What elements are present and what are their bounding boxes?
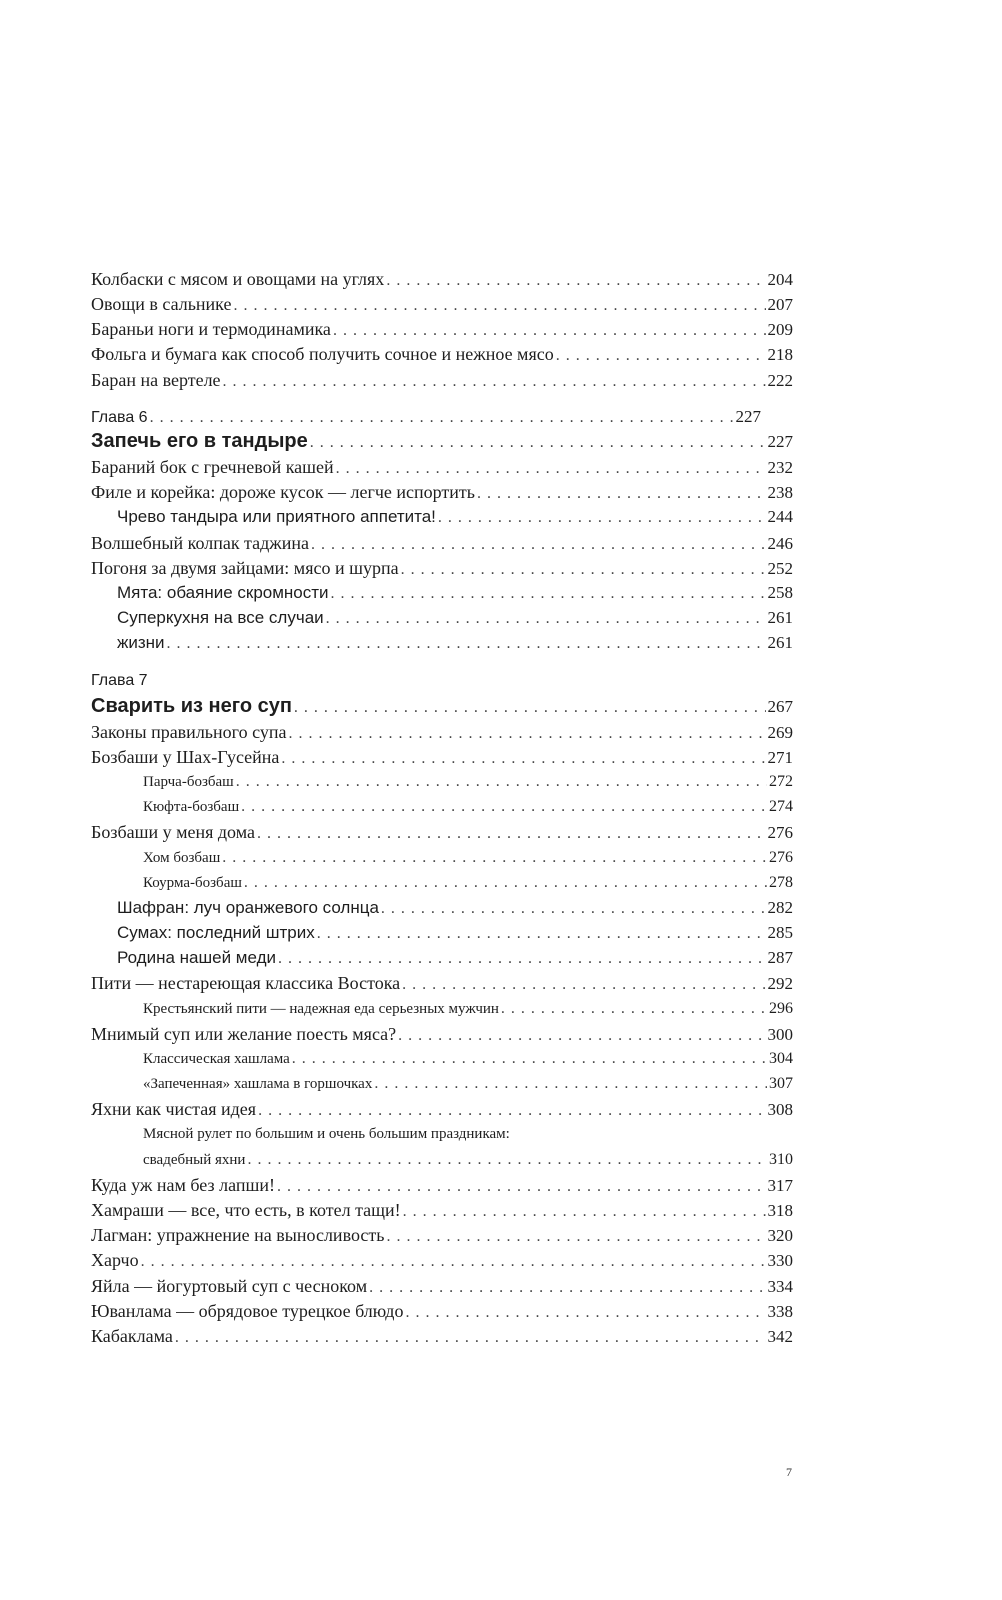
toc-entry[interactable] bbox=[91, 1173, 793, 1197]
dot-leader bbox=[311, 533, 766, 557]
dot-leader bbox=[175, 1326, 766, 1350]
toc-entry-title: Овощи в сальнике bbox=[91, 294, 232, 314]
toc-entry-page: 307 bbox=[769, 1075, 793, 1092]
toc-entry-page: 308 bbox=[767, 1100, 793, 1119]
toc-entry[interactable] bbox=[91, 531, 793, 555]
toc-entry-page: 244 bbox=[767, 507, 793, 526]
toc-entry-title: Филе и корейка: дороже кусок — легче испортить bbox=[91, 482, 475, 502]
chapter-6-label[interactable] bbox=[91, 405, 761, 429]
toc-subentry[interactable] bbox=[91, 631, 793, 655]
toc-entry-title: жизни bbox=[117, 633, 165, 652]
dot-leader bbox=[438, 506, 766, 530]
toc-entry-title: Фольга и бумага как способ получить сочное и нежное мясо bbox=[91, 344, 554, 364]
toc-entry[interactable] bbox=[91, 368, 793, 392]
toc-entry[interactable] bbox=[91, 1248, 793, 1272]
toc-entry[interactable] bbox=[91, 480, 793, 504]
page-number: 7 bbox=[786, 1465, 792, 1479]
toc-entry-title: Хамраши — все, что есть, в котел тащи! bbox=[91, 1200, 401, 1220]
chapter-title-page: 227 bbox=[767, 432, 793, 451]
dot-leader bbox=[336, 457, 766, 481]
toc-entry-title: Бараний бок с гречневой кашей bbox=[91, 457, 334, 477]
toc-entry-title: «Запеченная» хашлама в горшочках bbox=[143, 1076, 373, 1092]
toc-entry-page: 318 bbox=[767, 1201, 793, 1220]
toc-entry-page: 261 bbox=[767, 633, 793, 652]
toc-entry-page: 292 bbox=[767, 974, 793, 993]
chapter-6-title[interactable] bbox=[91, 429, 793, 453]
toc-subentry[interactable] bbox=[91, 770, 793, 794]
toc-entry-title: Бозбаши у Шах-Гусейна bbox=[91, 747, 280, 767]
toc-subentry[interactable] bbox=[91, 795, 793, 819]
toc-entry-page: 209 bbox=[767, 320, 793, 339]
dot-leader bbox=[223, 370, 766, 394]
dot-leader bbox=[477, 482, 766, 506]
dot-leader bbox=[222, 846, 767, 870]
toc-entry-page: 204 bbox=[767, 270, 793, 289]
toc-subentry[interactable] bbox=[91, 505, 793, 529]
toc-subentry[interactable] bbox=[91, 1047, 793, 1071]
toc-entry-title: Куда уж нам без лапши! bbox=[91, 1175, 275, 1195]
chapter-title-page: 267 bbox=[767, 697, 793, 716]
toc-entry-title: Чрево тандыра или приятного аппетита! bbox=[117, 507, 436, 526]
dot-leader bbox=[403, 1200, 766, 1224]
dot-leader bbox=[278, 947, 766, 971]
toc-entry-page: 272 bbox=[769, 773, 793, 790]
toc-entry[interactable] bbox=[91, 292, 793, 316]
dot-leader bbox=[141, 1250, 766, 1274]
dot-leader bbox=[326, 607, 766, 631]
toc-entry-title: Погоня за двумя зайцами: мясо и шурпа bbox=[91, 558, 399, 578]
dot-leader bbox=[247, 1148, 767, 1172]
toc-entry-page: 330 bbox=[767, 1251, 793, 1270]
dot-leader bbox=[402, 973, 765, 997]
toc-entry-title: Парча-бозбаш bbox=[143, 774, 234, 790]
toc-entry-title: Мята: обаяние скромности bbox=[117, 583, 329, 602]
dot-leader bbox=[381, 897, 766, 921]
toc-entry-title: Крестьянский пити — надежная еда серьезных мужчин bbox=[143, 1001, 499, 1017]
dot-leader bbox=[244, 871, 767, 895]
dot-leader bbox=[556, 344, 766, 368]
dot-leader bbox=[386, 1225, 765, 1249]
toc-entry-page: 276 bbox=[769, 849, 793, 866]
chapter-title-text: Сварить из него суп bbox=[91, 695, 292, 717]
toc-entry-page: 317 bbox=[767, 1176, 793, 1195]
toc-entry[interactable] bbox=[91, 1198, 793, 1222]
toc-entry[interactable] bbox=[91, 1022, 793, 1046]
toc-subentry[interactable] bbox=[91, 1072, 793, 1096]
toc-entry[interactable] bbox=[91, 820, 793, 844]
toc-entry-page: 296 bbox=[769, 1000, 793, 1017]
toc-entry-page: 271 bbox=[767, 748, 793, 767]
toc-entry-title: Классическая хашлама bbox=[143, 1051, 290, 1067]
toc-entry-page: 238 bbox=[767, 483, 793, 502]
dot-leader bbox=[288, 722, 765, 746]
dot-leader bbox=[317, 922, 766, 946]
dot-leader bbox=[241, 795, 767, 819]
toc-entry[interactable] bbox=[91, 971, 793, 995]
toc-subentry[interactable] bbox=[91, 606, 793, 630]
dot-leader bbox=[233, 294, 765, 318]
toc-entry-title: Юванлама — обрядовое турецкое блюдо bbox=[91, 1301, 404, 1321]
toc-subentry[interactable] bbox=[91, 896, 793, 920]
toc-subentry[interactable] bbox=[91, 997, 793, 1021]
toc-entry[interactable] bbox=[91, 1274, 793, 1298]
dot-leader bbox=[150, 406, 734, 430]
toc-entry-title: Сумах: последний штрих bbox=[117, 923, 315, 942]
toc-entry[interactable] bbox=[91, 745, 793, 769]
dot-leader bbox=[294, 696, 766, 720]
toc-entry[interactable] bbox=[91, 267, 793, 291]
toc-entry-title: Кюфта-бозбаш bbox=[143, 799, 240, 815]
toc-subentry[interactable] bbox=[91, 1148, 793, 1172]
toc-entry-page: 310 bbox=[769, 1151, 793, 1168]
toc-entry-title: Харчо bbox=[91, 1250, 139, 1270]
toc-entry-page: 285 bbox=[767, 923, 793, 942]
toc-entry-title: Яхни как чистая идея bbox=[91, 1099, 257, 1119]
toc-entry-page: 304 bbox=[769, 1050, 793, 1067]
toc-entry-title: Законы правильного супа bbox=[91, 722, 287, 742]
toc-entry-title: Баран на вертеле bbox=[91, 370, 221, 390]
toc-entry-page: 276 bbox=[767, 823, 793, 842]
toc-entry-page: 246 bbox=[767, 534, 793, 553]
toc-entry-title: Хом бозбаш bbox=[143, 850, 221, 866]
toc-entry[interactable] bbox=[91, 720, 793, 744]
toc-entry-title: Бозбаши у меня дома bbox=[91, 822, 255, 842]
toc-entry-title: Бараньи ноги и термодинамика bbox=[91, 319, 331, 339]
toc-entry-title: Коурма-бозбаш bbox=[143, 875, 242, 891]
toc-entry[interactable] bbox=[91, 317, 793, 341]
toc-entry[interactable] bbox=[91, 455, 793, 479]
toc-entry-page: 261 bbox=[767, 608, 793, 627]
dot-leader bbox=[257, 822, 766, 846]
toc-entry-page: 258 bbox=[767, 583, 793, 602]
toc-entry[interactable] bbox=[91, 556, 793, 580]
toc-entry-page: 232 bbox=[767, 458, 793, 477]
toc-entry-page: 222 bbox=[767, 371, 793, 390]
toc-entry[interactable] bbox=[91, 1223, 793, 1247]
toc-entry-title: Колбаски с мясом и овощами на углях bbox=[91, 269, 385, 289]
toc-entry-title: Кабаклама bbox=[91, 1326, 173, 1346]
toc-entry-page: 269 bbox=[767, 723, 793, 742]
dot-leader bbox=[405, 1301, 765, 1325]
dot-leader bbox=[374, 1072, 767, 1096]
toc-subentry-line1: Мясной рулет по большим и очень большим праздникам: bbox=[143, 1126, 510, 1142]
toc-entry-page: 278 bbox=[769, 874, 793, 891]
toc-entry[interactable] bbox=[91, 1097, 793, 1121]
toc-subentry[interactable] bbox=[91, 871, 793, 895]
toc-entry-page: 338 bbox=[767, 1302, 793, 1321]
chapter-title-text: Запечь его в тандыре bbox=[91, 430, 308, 452]
chapter-label-page: 227 bbox=[735, 407, 761, 426]
dot-leader bbox=[501, 997, 767, 1021]
toc-entry-title: Яйла — йогуртовый суп с чесноком bbox=[91, 1276, 368, 1296]
dot-leader bbox=[236, 770, 767, 794]
toc-entry-page: 207 bbox=[767, 295, 793, 314]
chapter-label-text: Глава 6 bbox=[91, 409, 148, 426]
toc-entry-page: 252 bbox=[767, 559, 793, 578]
toc-entry-page: 274 bbox=[769, 798, 793, 815]
toc-entry-title: Родина нашей меди bbox=[117, 948, 276, 967]
toc-entry-page: 342 bbox=[767, 1327, 793, 1346]
toc-entry-title: Мнимый суп или желание поесть мяса? bbox=[91, 1024, 397, 1044]
dot-leader bbox=[398, 1024, 765, 1048]
dot-leader bbox=[167, 632, 766, 656]
toc-entry-title: Шафран: луч оранжевого солнца bbox=[117, 898, 379, 917]
dot-leader bbox=[369, 1276, 765, 1300]
toc-subentry[interactable] bbox=[91, 946, 793, 970]
toc-entry-title: Волшебный колпак таджина bbox=[91, 533, 309, 553]
dot-leader bbox=[386, 269, 765, 293]
dot-leader bbox=[310, 431, 766, 455]
dot-leader bbox=[292, 1047, 767, 1071]
toc-entry-page: 320 bbox=[767, 1226, 793, 1245]
toc-entry-title: Суперкухня на все случаи bbox=[117, 608, 324, 627]
chapter-7-title[interactable] bbox=[91, 694, 793, 718]
toc-entry[interactable] bbox=[91, 342, 793, 366]
toc-entry-title: Пити — нестареющая классика Востока bbox=[91, 973, 401, 993]
dot-leader bbox=[258, 1099, 765, 1123]
toc-entry-page: 282 bbox=[767, 898, 793, 917]
toc-entry-title: Лагман: упражнение на выносливость bbox=[91, 1225, 385, 1245]
toc-entry-page: 300 bbox=[767, 1025, 793, 1044]
toc-entry-page: 334 bbox=[767, 1277, 793, 1296]
toc-entry[interactable] bbox=[91, 1324, 793, 1348]
dot-leader bbox=[331, 582, 766, 606]
toc-entry-page: 218 bbox=[767, 345, 793, 364]
toc-entry-title: свадебный яхни bbox=[143, 1152, 246, 1168]
toc-subentry[interactable] bbox=[91, 921, 793, 945]
toc-entry[interactable] bbox=[91, 1299, 793, 1323]
dot-leader bbox=[281, 747, 765, 771]
toc-entry-page: 287 bbox=[767, 948, 793, 967]
dot-leader bbox=[333, 319, 766, 343]
toc-subentry[interactable] bbox=[91, 846, 793, 870]
toc-subentry[interactable] bbox=[91, 581, 793, 605]
dot-leader bbox=[277, 1175, 766, 1199]
chapter-7-label: Глава 7 bbox=[91, 672, 148, 689]
dot-leader bbox=[401, 558, 766, 582]
